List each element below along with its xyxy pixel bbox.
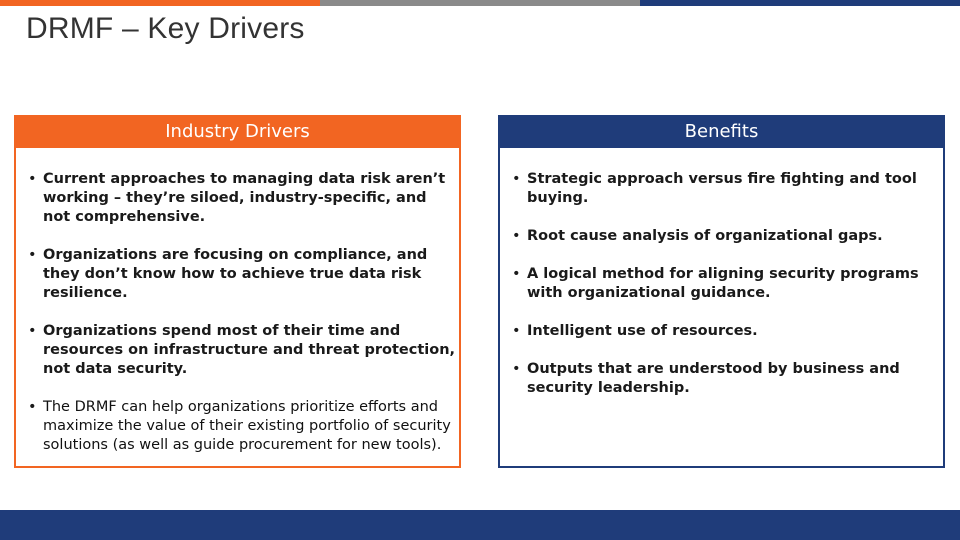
industry-drivers-panel bbox=[14, 115, 461, 468]
bottom-footer-bar bbox=[0, 510, 960, 540]
bullet-icon: • bbox=[512, 361, 521, 377]
list-item bbox=[28, 170, 458, 227]
list-item bbox=[512, 360, 934, 398]
industry-drivers-list bbox=[28, 170, 458, 474]
bullet-text: The DRMF can help organizations prioritize efforts and maximize the value of their existing portfolio of security solutions (as well as guide procurement for new tools). bbox=[43, 399, 451, 453]
bullet-text: Outputs that are understood by business and security leadership. bbox=[527, 361, 900, 396]
bullet-text: Organizations spend most of their time and resources on infrastructure and threat protection, not data security. bbox=[43, 323, 456, 377]
benefits-panel bbox=[498, 115, 945, 468]
list-item bbox=[28, 322, 458, 379]
bullet-text: Strategic approach versus fire fighting and tool buying. bbox=[527, 171, 917, 206]
top-bar-gray-segment bbox=[320, 0, 640, 6]
list-item bbox=[512, 227, 934, 246]
bullet-text: Intelligent use of resources. bbox=[527, 323, 758, 339]
benefits-list bbox=[512, 170, 934, 417]
list-item bbox=[28, 246, 458, 303]
bullet-icon: • bbox=[28, 323, 37, 339]
bullet-text: A logical method for aligning security programs with organizational guidance. bbox=[527, 266, 919, 301]
bullet-icon: • bbox=[512, 228, 521, 244]
list-item bbox=[512, 170, 934, 208]
bullet-icon: • bbox=[512, 171, 521, 187]
list-item bbox=[28, 398, 458, 455]
bullet-icon: • bbox=[28, 247, 37, 263]
bullet-icon: • bbox=[512, 266, 521, 282]
list-item bbox=[512, 265, 934, 303]
bullet-icon: • bbox=[28, 171, 37, 187]
list-item bbox=[512, 322, 934, 341]
industry-drivers-heading: Industry Drivers bbox=[14, 115, 461, 148]
top-bar-orange-segment bbox=[0, 0, 320, 6]
top-bar-navy-segment bbox=[640, 0, 960, 6]
bullet-text: Organizations are focusing on compliance, and they don’t know how to achieve true data risk resilience. bbox=[43, 247, 428, 301]
slide-title: DRMF – Key Drivers bbox=[26, 12, 305, 45]
bullet-text: Current approaches to managing data risk aren’t working – they’re siloed, industry-specific, and not comprehensive. bbox=[43, 171, 446, 225]
bullet-icon: • bbox=[512, 323, 521, 339]
bullet-icon: • bbox=[28, 399, 37, 415]
top-accent-bar bbox=[0, 0, 960, 6]
bullet-text: Root cause analysis of organizational gaps. bbox=[527, 228, 883, 244]
benefits-heading: Benefits bbox=[498, 115, 945, 148]
